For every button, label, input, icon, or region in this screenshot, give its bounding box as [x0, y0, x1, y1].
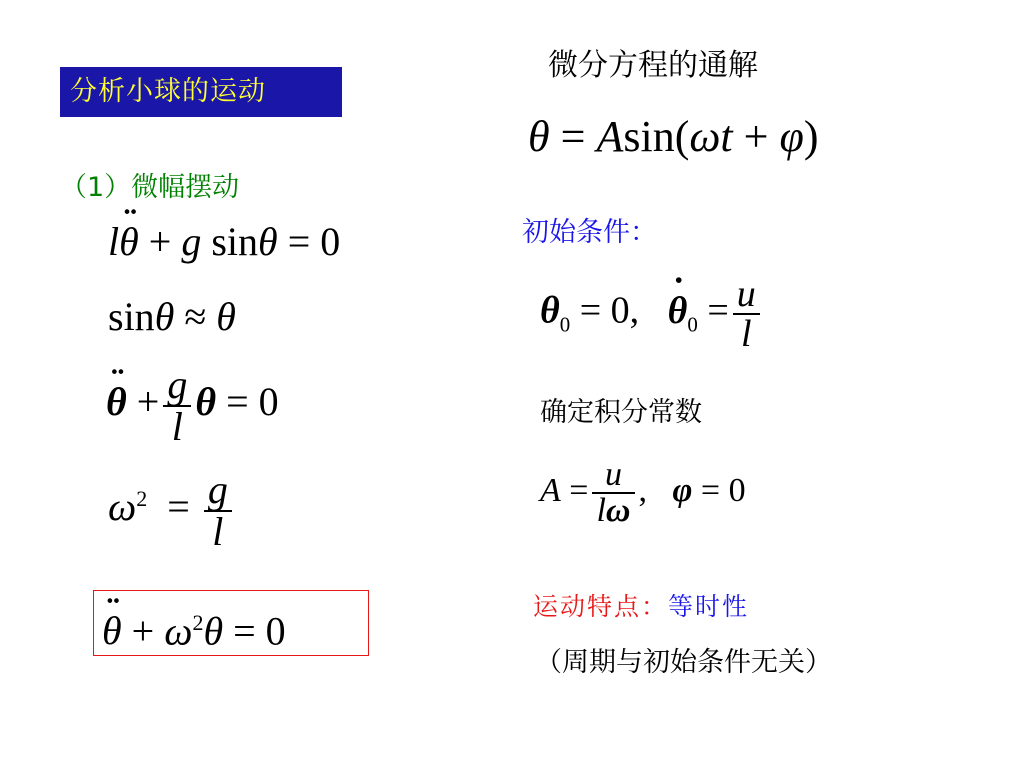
- equation-motion: l¨ θ + g sinθ = 0: [108, 222, 340, 262]
- equation-boxed-harmonic: ¨ $\theta + \omega^2\theta = 0$: [93, 590, 369, 656]
- label-motion-feature: 运动特点：: [533, 592, 669, 621]
- equation-initial-conditions: $\theta_0 = 0$, ˙ $\theta_0$ = $\frac{u}{l}$: [540, 275, 764, 353]
- label-initial-conditions: 初始条件：: [522, 217, 657, 248]
- motion-feature: [533, 587, 749, 623]
- fraction-u-over-l-omega: $\frac{u}{l\omega}$: [592, 458, 634, 528]
- section-title: 分析小球的运动: [60, 67, 342, 117]
- fraction-g-over-l-2: $\frac{g}{l}$: [204, 470, 232, 552]
- equation-omega: $\omega^2$ = $\frac{g}{l}$: [108, 470, 236, 552]
- label-determine-constants: 确定积分常数: [540, 397, 702, 428]
- fraction-u-over-l: $\frac{u}{l}$: [733, 275, 760, 353]
- note-period-independent: （周期与初始条件无关）: [535, 647, 832, 678]
- equation-linearized: ¨ θ + $\frac{g}{l}$ θ = 0: [106, 365, 279, 447]
- heading-general-solution: 微分方程的通解: [548, 48, 758, 83]
- value-isochronism: 等时性: [668, 592, 750, 621]
- fraction-g-over-l: $\frac{g}{l}$: [163, 365, 191, 447]
- equation-approximation: sinθ ≈ θ: [108, 294, 236, 339]
- equation-general-solution: θ = Asin(ωt + φ): [528, 112, 819, 161]
- equation-constants: A = $\frac{u}{l\omega}$ , φ = 0: [540, 456, 746, 529]
- subtitle-small-oscillation: （1）微幅摆动: [60, 172, 240, 203]
